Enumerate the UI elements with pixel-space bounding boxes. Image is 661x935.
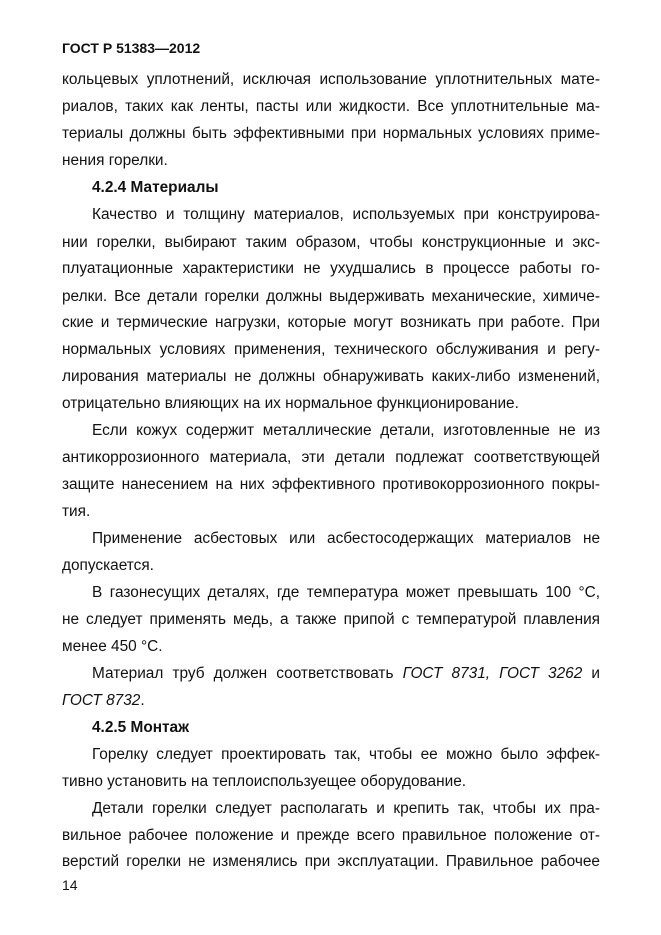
text-line: не следует применять медь, а также припой с температурой плавления	[62, 611, 600, 628]
text-line: нии горелки, выбирают таким образом, чтобы конструкционные и экс-	[62, 234, 600, 251]
text-line: отрицательно влияющих на их нормальное функционирование.	[62, 395, 519, 412]
text-line: ские и термические нагрузки, которые могут возникать при работе. При	[62, 314, 600, 331]
text-line: Если кожух содержит металлические детали, изготовленные не из	[92, 422, 600, 439]
text-line: защите нанесением на них эффективного противокоррозионного покры-	[62, 476, 600, 493]
page-number: 14	[62, 877, 78, 893]
text-line: Применение асбестовых или асбестосодержащих материалов не	[92, 530, 600, 547]
text-line: кольцевых уплотнений, исключая использование уплотнительных мате-	[62, 71, 600, 88]
section-heading: 4.2.5 Монтаж	[92, 719, 190, 736]
text-line: лирования материалы не должны обнаруживать каких-либо изменений,	[62, 368, 600, 385]
text-line: териалы должны быть эффективными при нормальных условиях приме-	[62, 125, 600, 142]
text-line: ГОСТ 8732.	[62, 692, 145, 709]
text-line: Горелку следует проектировать так, чтобы ее можно было эффек-	[92, 746, 600, 763]
text-line: Качество и толщину материалов, используемых при конструирова-	[92, 206, 600, 223]
text-line: релки. Все детали горелки должны выдерживать механические, химиче-	[62, 288, 600, 305]
text-line: допускается.	[62, 557, 154, 574]
document-header: ГОСТ Р 51383—2012	[62, 40, 201, 56]
text-line: менее 450 °С.	[62, 638, 163, 655]
text-line: риалов, таких как ленты, пасты или жидкости. Все уплотнительные ма-	[62, 98, 600, 115]
text-line: Детали горелки следует располагать и крепить так, чтобы их пра-	[92, 800, 600, 817]
text-line: тивно установить на теплоиспользуещее оборудование.	[62, 773, 467, 790]
text-line: нормальных условиях применения, технического обслуживания и регу-	[62, 341, 600, 358]
text-line: верстий горелки не изменялись при эксплуатации. Правильное рабочее	[62, 853, 600, 870]
text-line: плуатационные характеристики не ухудшались в процессе работы го-	[62, 260, 600, 277]
text-line: В газонесущих деталях, где температура может превышать 100 °С,	[92, 584, 600, 601]
text-line: нения горелки.	[62, 152, 168, 169]
text-line: тия.	[62, 503, 91, 520]
text-line: антикоррозионного материала, эти детали подлежат соответствующей	[62, 449, 600, 466]
section-heading: 4.2.4 Материалы	[92, 179, 219, 196]
text-line: вильное рабочее положение и прежде всего правильное положение от-	[62, 827, 600, 844]
text-line: Материал труб должен соответствовать ГОСТ 8731, ГОСТ 3262 и	[92, 665, 600, 682]
